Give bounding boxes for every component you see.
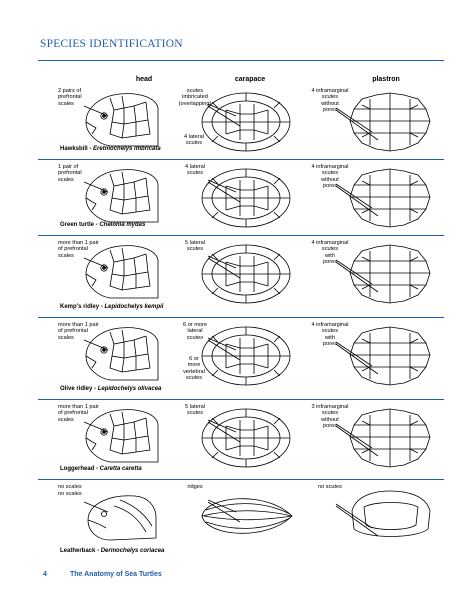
column-header-carapace: carapace	[234, 76, 266, 83]
species-scientific-name: Chelonia mydas	[99, 222, 146, 228]
species-name	[60, 466, 142, 472]
publication-title: The Anatomy of Sea Turtles	[70, 571, 162, 578]
species-common-name: Hawksbill -	[60, 146, 94, 152]
column-header-head: head	[135, 76, 153, 83]
carapace-note-secondary: 6 or more vertebral scutes	[183, 356, 205, 382]
species-common-name: Leatherback -	[60, 548, 101, 554]
species-common-name: Olive ridley -	[60, 386, 98, 392]
header-rule	[38, 60, 444, 61]
carapace-note: scutes imbricated (overlapping)	[178, 88, 212, 107]
plastron-note: no scutes	[318, 484, 342, 490]
head-note: no scales	[58, 484, 82, 490]
head-note: more than 1 pair of prefrontal scales	[58, 240, 99, 259]
carapace-note: 4 lateral scutes	[185, 164, 205, 177]
species-common-name: Green turtle -	[60, 222, 100, 228]
species-name	[60, 146, 161, 152]
carapace-note: 5 lateral scutes	[185, 404, 205, 417]
carapace-note-secondary: 4 lateral scutes	[184, 134, 204, 147]
species-name	[60, 548, 164, 554]
species-scientific-name: Caretta caretta	[99, 466, 142, 472]
section-title: SPECIES IDENTIFICATION	[40, 38, 183, 50]
plastron-note: 4 inframarginal scutes without pores	[311, 88, 349, 114]
head-note: no scales	[58, 491, 82, 497]
species-scientific-name: Dermochelys coriacea	[100, 548, 165, 554]
species-name	[60, 386, 161, 392]
plastron-note: 4 inframarginal scutes with pores	[311, 322, 349, 348]
head-note: 2 pairs of prefrontal scales	[58, 88, 82, 107]
species-name	[60, 222, 145, 228]
species-scientific-name: Lepidochelys olivacea	[97, 386, 162, 392]
carapace-note: ridges	[187, 484, 203, 490]
plastron-note: 4 inframarginal scutes without pores	[311, 164, 349, 190]
page-number: 4	[43, 571, 47, 578]
species-name	[60, 304, 163, 310]
head-note: 1 pair of prefrontal scales	[58, 164, 82, 183]
head-note: more than 1 pair of prefrontal scales	[58, 322, 99, 341]
species-scientific-name: Lepidochelys kempii	[104, 304, 164, 310]
carapace-note: 6 or more lateral scutes	[183, 322, 207, 341]
plastron-note: 3 inframarginal scutes without pores	[311, 404, 349, 430]
plastron-note: 4 inframarginal scutes with pores	[311, 240, 349, 266]
carapace-note: 5 lateral scutes	[185, 240, 205, 253]
species-scientific-name: Eretmochelys imbricata	[93, 146, 161, 152]
species-common-name: Loggerhead -	[60, 466, 100, 472]
head-note: more than 1 pair of prefrontal scales	[58, 404, 99, 423]
species-common-name: Kemp's ridley -	[60, 304, 105, 310]
column-header-plastron: plastron	[372, 76, 400, 83]
